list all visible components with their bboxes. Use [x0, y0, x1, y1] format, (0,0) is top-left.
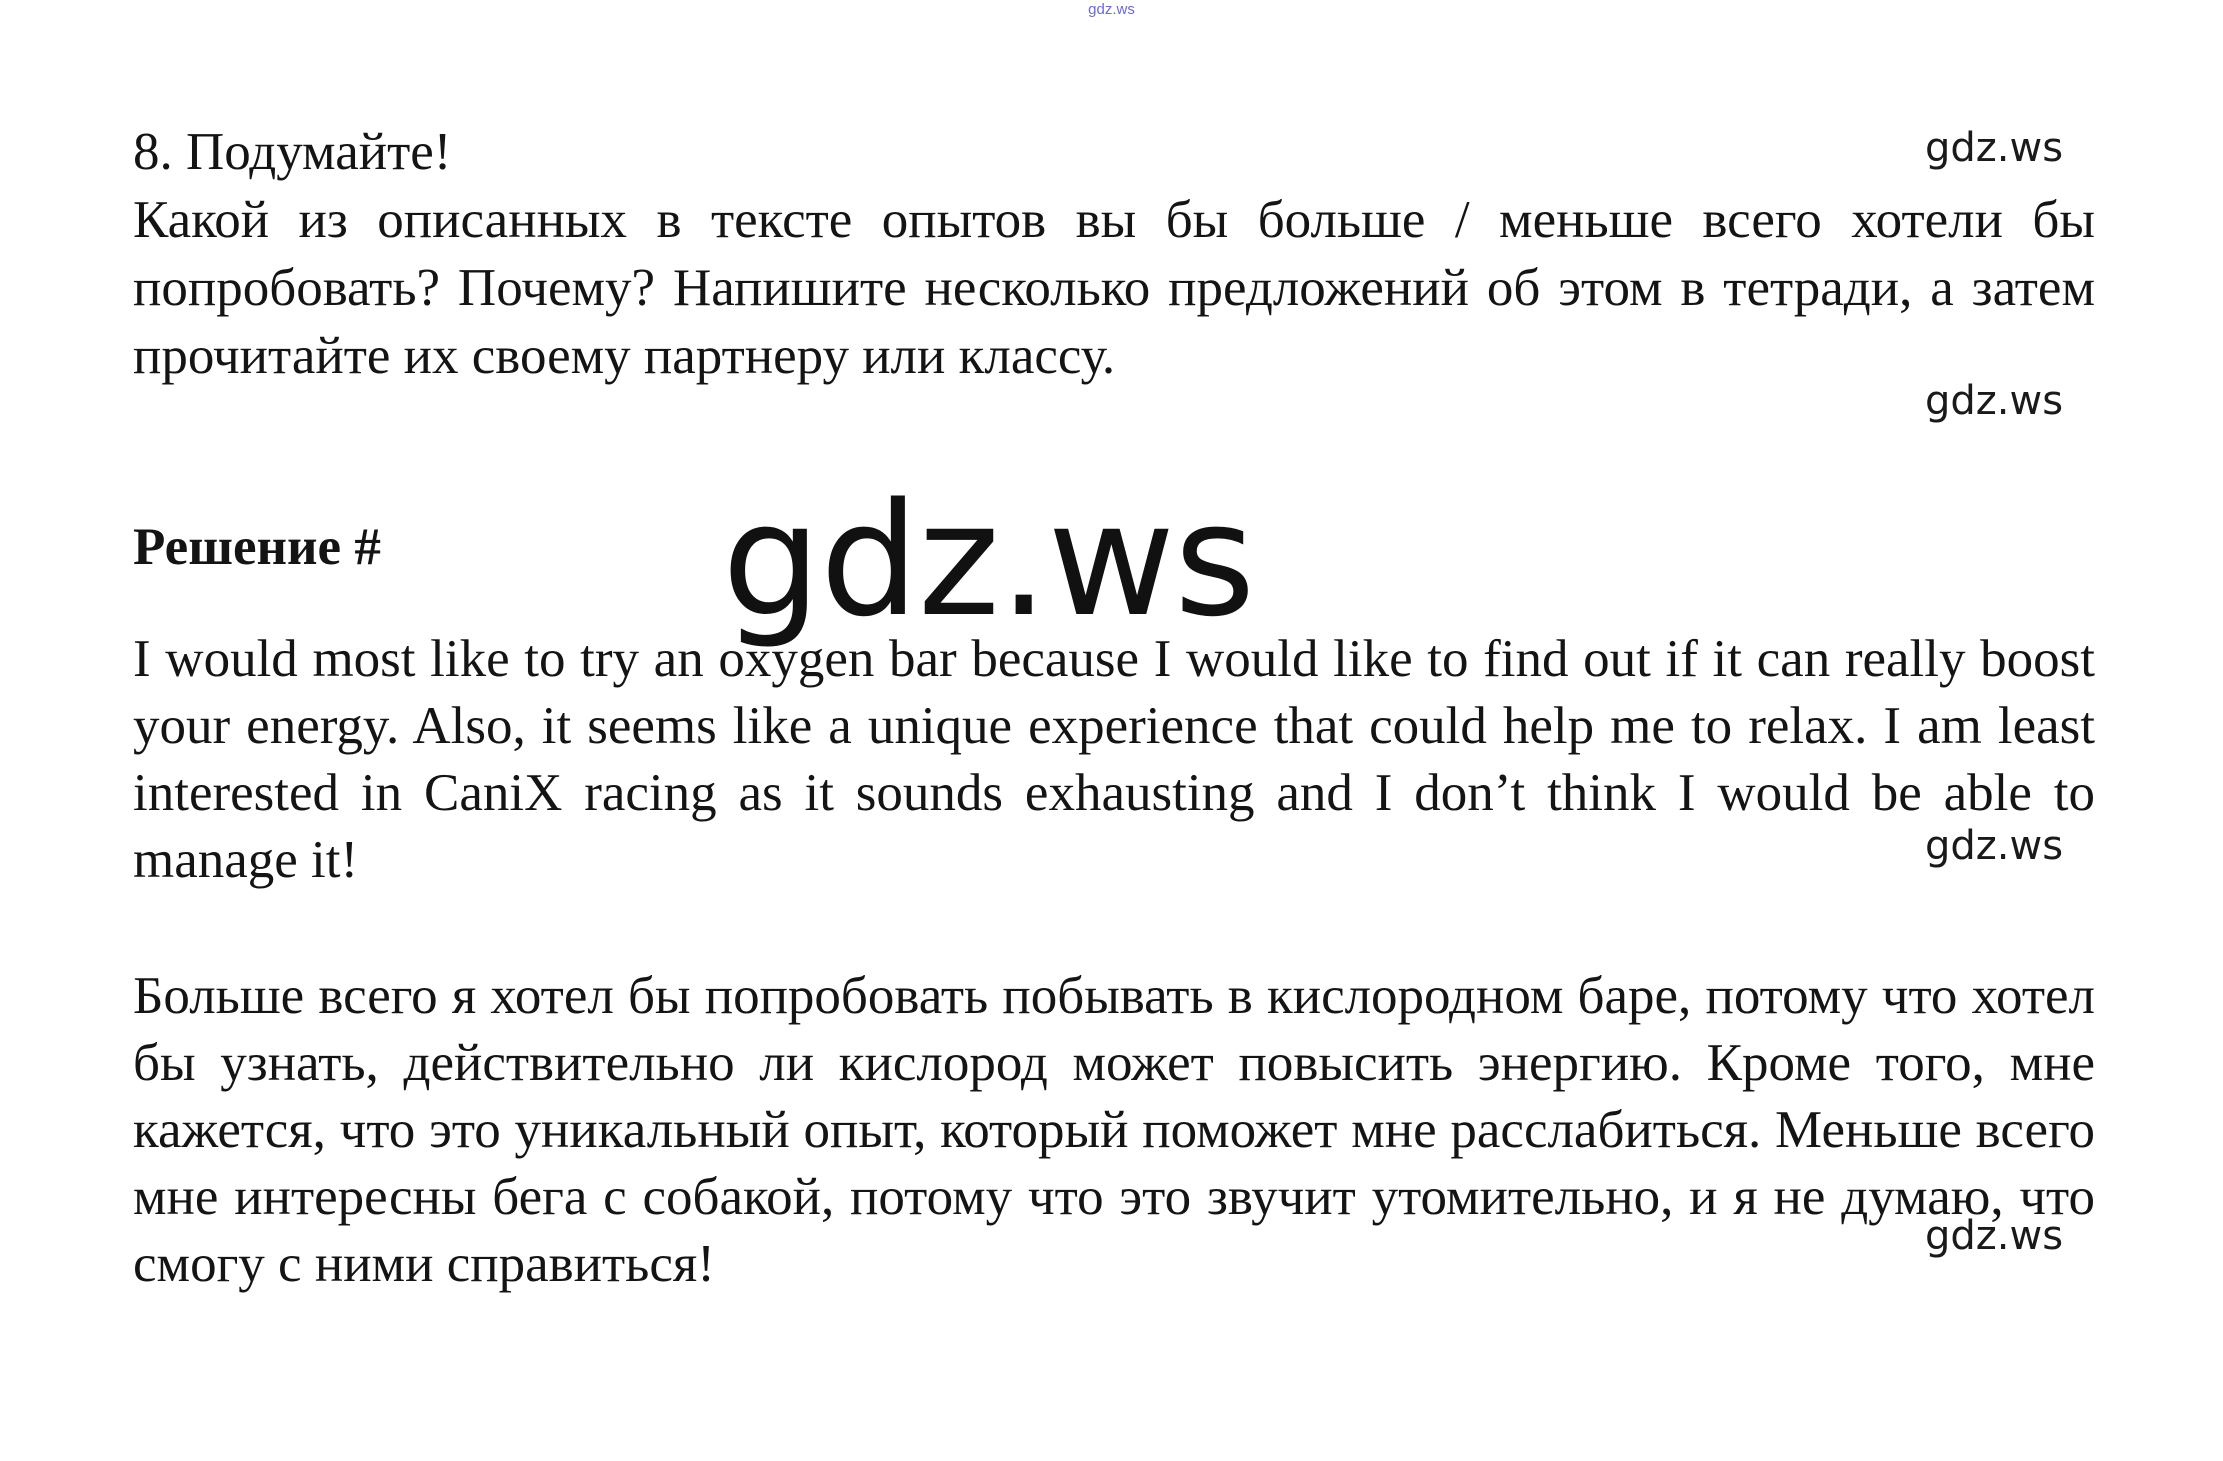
task-block	[133, 118, 2095, 390]
top-watermark-link[interactable]: gdz.ws	[1088, 1, 1135, 18]
answer-russian: Больше всего я хотел бы попробовать побывать в кислородном баре, потому что хотел бы узнать, действительно ли кислород может повысить энергию. Кроме того, мне кажется, что это уникальный опыт, который поможет мне расслабиться. Меньше всего мне интересны бега с собакой, потому что это звучит утомительно, и я не думаю, что смогу с ними справиться!	[133, 967, 2095, 1293]
task-question: Какой из описанных в тексте опытов вы бы больше / меньше всего хотели бы попробовать? Почему? Напишите несколько предложений об этом в тетради, а затем прочитайте их своему партнеру или классу.	[133, 191, 2095, 385]
watermark-small: gdz.ws	[1925, 125, 2064, 171]
watermark-small: gdz.ws	[1925, 378, 2064, 424]
solution-title: Решение #	[133, 518, 381, 576]
watermark-large: gdz.ws	[722, 469, 1255, 651]
watermark-small: gdz.ws	[1925, 1213, 2064, 1259]
watermark-small: gdz.ws	[1925, 823, 2064, 869]
answer-english: I would most like to try an oxygen bar because I would like to find out if it can really boost your energy. Also, it seems like a unique experience that could help me to relax. I am least interested in CaniX racing as it sounds exhausting and I don’t think I would be able to manage it!	[133, 630, 2095, 889]
task-heading: 8. Подумайте!	[133, 123, 452, 181]
